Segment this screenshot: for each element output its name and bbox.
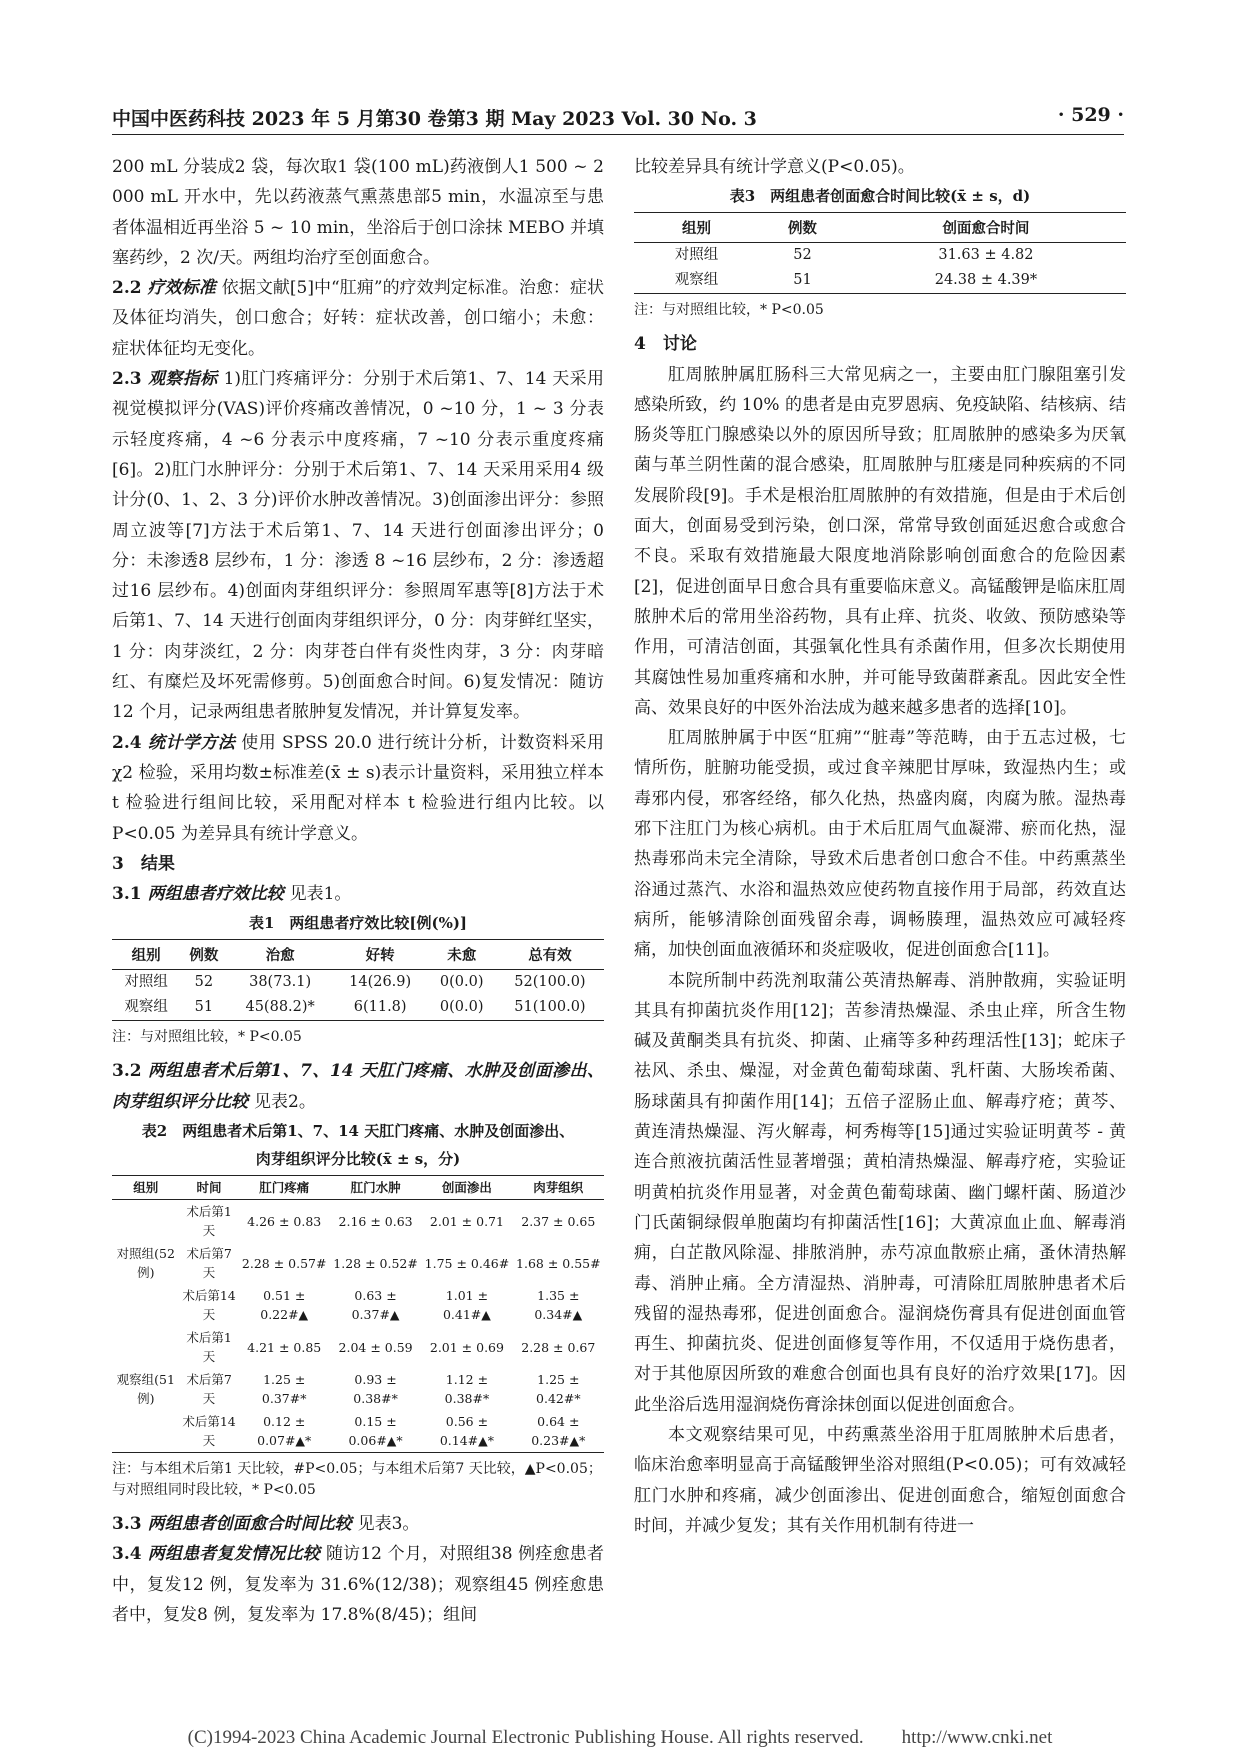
- table-header-cell: 创面渗出: [441, 1180, 492, 1196]
- section-4-heading: 4 讨论: [634, 334, 697, 355]
- page-number: · 529 ·: [1057, 104, 1124, 126]
- paragraph: 200 mL 分装成2 袋，每次取1 袋(100 mL)药液倒人1 500 ~ 2 000 mL 开水中，先以药液蒸气熏蒸患部5 min，水温凉至与患者体温相近再坐浴 5 ~ 10 min，坐浴后于创口涂抹 MEBO 并填塞药纱，2 次/天。两组均治疗至创面愈合。: [112, 157, 604, 268]
- table-cell: 术后第1 天: [186, 1330, 232, 1365]
- section-number: 2.3: [112, 369, 142, 390]
- table-cell: 52: [194, 974, 214, 991]
- table-3-note: 注：与对照组比较，* P<0.05: [634, 302, 824, 319]
- table-cell: 2.16 ± 0.63: [338, 1213, 413, 1229]
- table-cell: 1.01 ± 0.41#▲: [442, 1288, 491, 1323]
- section-text: 依据文献[5]中“肛痈”的疗效判定标准。治愈：症状及体征均消失，创口愈合；好转：症状改善，创口缩小；未愈：症状体征均无变化。: [112, 278, 605, 359]
- table-cell: 0.56 ± 0.14#▲*: [439, 1414, 495, 1449]
- paragraph: 本院所制中药洗剂取蒲公英清热解毒、消肿散痈，实验证明其具有抑菌抗炎作用[12]；苦参清热燥湿、杀虫止痒，所含生物碱及黄酮类具有抗炎、抑菌、止痛等多种药理活性[13]；蛇床子祛风、杀虫、燥湿，对金黄色葡萄球菌、乳杆菌、大肠埃希菌、肠球菌具有抑菌作用[14]；五倍子涩肠止血、解毒疗疮；黄芩、黄连清热燥湿、泻火解毒，柯秀梅等[15]通过实验证明黄芩 - 黄连合煎液抗菌活性显著增强；黄柏清热燥湿、解毒疗疮，实验证明黄柏抗炎作用显著，对金黄色葡萄球菌、幽门螺杆菌、肠道沙门氏菌铜绿假单胞菌均有抑菌活性[16]；大黄凉血止血、解毒消痈，白芷散风除湿、排脓消肿，赤芍凉血散瘀止痛，蚤休清热解毒、消肿止痛。全方清湿热、消肿毒，可清除肛周脓肿患者术后残留的湿热毒邪，促进创面愈合。湿润烧伤膏具有促进创面血管再生、抑菌抗炎、促进创面修复等作用，不仅适用于烧伤患者，对于其他原因所致的难愈合创面也具有良好的治疗效果[17]。因此坐浴后选用湿润烧伤膏涂抹创面以促进创面愈合。: [634, 970, 1126, 1415]
- table-row: [634, 243, 1126, 269]
- paragraph: 比较差异具有统计学意义(P<0.05)。: [634, 157, 915, 177]
- section-number: 3.2: [112, 1061, 142, 1082]
- table-row: [112, 970, 604, 996]
- table-cell: 1.25 ± 0.42#*: [536, 1372, 581, 1407]
- table-cell: 1.25 ± 0.37#*: [261, 1372, 307, 1407]
- table-header-cell: 创面愈合时间: [942, 220, 1030, 238]
- section-keyword: 两组患者疗效比较: [147, 884, 284, 905]
- section-keyword: 两组患者复发情况比较: [147, 1544, 320, 1565]
- table-cell: 38(73.1): [249, 974, 312, 991]
- section-text: 见表2。: [254, 1091, 316, 1112]
- table-cell: 1.12 ± 0.38#*: [444, 1372, 490, 1407]
- table-header-cell: 未愈: [447, 947, 477, 965]
- table-2-caption-line-1: 表2 两组患者术后第1、7、14 天肛门疼痛、水肿及创面渗出、: [141, 1122, 575, 1141]
- section-keyword: 观察指标: [147, 369, 218, 390]
- section-keyword: 疗效标准: [147, 278, 216, 299]
- section-text: 见表3。: [357, 1514, 420, 1535]
- table-cell: 术后第14 天: [182, 1288, 236, 1323]
- table-1: [112, 939, 604, 1021]
- copyright-footer: (C)1994-2023 China Academic Journal Electronic Publishing House. All rights reserved. http://www.cnki.net: [187, 1727, 1053, 1748]
- table-cell: 术后第7 天: [186, 1246, 232, 1281]
- section-number: 3.4: [112, 1544, 142, 1565]
- section-2-4: [112, 728, 604, 849]
- table-cell: 24.38 ± 4.39*: [934, 272, 1038, 289]
- table-cell: 4.21 ± 0.85: [247, 1339, 322, 1355]
- table-row: [112, 1200, 604, 1243]
- table-cell: 2.28 ± 0.67: [521, 1339, 596, 1355]
- table-cell: 2.01 ± 0.71: [429, 1213, 504, 1229]
- section-keyword: 两组患者术后第1、7、14 天肛门疼痛、水肿及创面渗出、肉芽组织评分比较: [112, 1061, 604, 1112]
- right-column: [634, 152, 1126, 1541]
- section-number: 2.2: [112, 278, 142, 299]
- section-text: 见表1。: [289, 884, 352, 905]
- table-3: [634, 212, 1126, 294]
- table-3-caption: 表3 两组患者创面愈合时间比较(x̄ ± s，d): [729, 187, 1031, 206]
- table-header-cell: 时间: [196, 1180, 222, 1196]
- table-cell: 2.37 ± 0.65: [521, 1213, 596, 1229]
- paragraph: 本文观察结果可见，中药熏蒸坐浴用于肛周脓肿术后患者，临床治愈率明显高于高锰酸钾坐浴对照组(P<0.05)；可有效减轻肛门水肿和疼痛，减少创面渗出、促进创面愈合，缩短创面愈合时间，并减少复发；其有关作用机制有待进一: [634, 1424, 1126, 1536]
- paragraph: 肛周脓肿属于中医“肛痈”“脏毒”等范畴，由于五志过极，七情所伤，脏腑功能受损，或过食辛辣肥甘厚味，致湿热内生；或毒邪内侵，邪客经络，郁久化热，热盛肉腐，肉腐为脓。湿热毒邪下注肛门为核心病机。由于术后肛周气血凝滞、瘀而化热，湿热毒邪尚未完全清除，导致术后患者创口愈合不佳。中药熏蒸坐浴通过蒸汽、水浴和温热效应使药物直接作用于局部，药效直达病所，能够清除创面残留余毒，调畅腠理，温热效应可减轻疼痛，加快创面血液循环和炎症吸收，促进创面愈合[11]。: [634, 728, 1126, 961]
- table-row: [112, 1242, 604, 1284]
- table-cell: 术后第1 天: [186, 1204, 232, 1239]
- section-number: 2.4: [112, 732, 142, 753]
- table-header-cell: 组别: [682, 220, 711, 238]
- table-1-caption: 表1 两组患者疗效比较[例(%)]: [248, 914, 468, 933]
- table-cell: 1.68 ± 0.55#: [516, 1255, 601, 1271]
- table-2-caption-line-2: 肉芽组织评分比较(x̄ ± s，分): [255, 1150, 461, 1169]
- table-cell: 51(100.0): [514, 999, 586, 1016]
- table-cell: 51: [793, 272, 812, 289]
- section-3-2: [112, 1056, 604, 1117]
- table-row: [112, 995, 604, 1021]
- table-2: [112, 1175, 604, 1453]
- table-cell: 52: [793, 247, 812, 264]
- table-cell: 14(26.9): [349, 974, 412, 991]
- section-keyword: 两组患者创面愈合时间比较: [147, 1514, 352, 1535]
- section-keyword: 统计学方法: [147, 732, 236, 753]
- table-cell: 51: [194, 999, 214, 1016]
- table-row: [112, 1368, 604, 1410]
- table-row: [112, 1326, 604, 1368]
- table-header-cell: 肛门水肿: [350, 1180, 401, 1196]
- table-header-cell: 例数: [189, 947, 219, 965]
- table-header-cell: 总有效: [528, 947, 572, 965]
- running-header: [112, 100, 1124, 135]
- table-cell: 0.15 ± 0.06#▲*: [348, 1414, 403, 1449]
- table-cell: 0.12 ± 0.07#▲*: [257, 1414, 312, 1449]
- table-header-cell: 治愈: [265, 947, 295, 965]
- table-cell: 45(88.2)*: [245, 999, 315, 1016]
- table-row: [634, 268, 1126, 294]
- section-3-heading: 3 结果: [112, 853, 175, 874]
- table-cell: 0(0.0): [439, 999, 484, 1016]
- table-header-cell: 组别: [131, 947, 161, 965]
- table-header-cell: 肛门疼痛: [259, 1180, 310, 1196]
- table-header-cell: 组别: [133, 1180, 159, 1196]
- table-cell: 0(0.0): [439, 974, 484, 991]
- left-column: [112, 152, 604, 1630]
- section-2-2: [112, 273, 604, 364]
- table-cell: 31.63 ± 4.82: [938, 247, 1034, 264]
- table-1-note: 注：与对照组比较，* P<0.05: [112, 1029, 302, 1046]
- section-text: 使用 SPSS 20.0 进行统计分析，计数资料采用χ2 检验，采用均数±标准差(x̄ ± s)表示计量资料，采用独立样本 t 检验进行组间比较，采用配对样本 t 检验进行组内比较。以 P<0.05 为差异具有统计学意义。: [112, 732, 605, 844]
- table-cell: 观察组: [674, 272, 719, 289]
- table-cell: 对照组: [674, 247, 719, 264]
- table-header-row: [634, 213, 1126, 243]
- table-row: [112, 1410, 604, 1453]
- table-cell: 0.64 ± 0.23#▲*: [531, 1414, 586, 1449]
- table-cell: 0.63 ± 0.37#▲: [351, 1288, 400, 1323]
- paragraph: 肛周脓肿属肛肠科三大常见病之一，主要由肛门腺阻塞引发感染所致，约 10% 的患者是由克罗恩病、免疫缺陷、结核病、结肠炎等肛门腺感染以外的原因所导致；肛周脓肿的感染多为厌氧菌与革兰阴性菌的混合感染，肛周脓肿与肛瘘是同种疾病的不同发展阶段[9]。手术是根治肛周脓肿的有效措施，但是由于术后创面大，创面易受到污染，创口深，常常导致创面延迟愈合或愈合不良。采取有效措施最大限度地消除影响创面愈合的危险因素[2]，促进创面早日愈合具有重要临床意义。高锰酸钾是临床肛周脓肿术后的常用坐浴药物，具有止痒、抗炎、收敛、预防感染等作用，可清洁创面，其强氧化性具有杀菌作用，但多次长期使用其腐蚀性易加重疼痛和水肿，并可能导致菌群紊乱。因此安全性高、效果良好的中医外治法成为越来越多患者的选择[10]。: [634, 364, 1126, 718]
- table-cell: 2.28 ± 0.57#: [241, 1255, 327, 1271]
- section-3-3: [112, 1509, 604, 1539]
- table-cell: 6(11.8): [353, 999, 407, 1016]
- table-cell: 0.93 ± 0.38#*: [353, 1372, 398, 1407]
- group-name-cell: 对照组(52 例): [116, 1246, 175, 1281]
- section-3-1: [112, 879, 604, 909]
- table-header-row: [112, 1176, 604, 1200]
- section-number: 3.1: [112, 884, 142, 905]
- section-text: 1)肛门疼痛评分：分别于术后第1、7、14 天采用视觉模拟评分(VAS)评价疼痛改善情况，0 ~10 分，1 ~ 3 分表示轻度疼痛，4 ~6 分表示中度疼痛，7 ~10 分表示重度疼痛[6]。2)肛门水肿评分：分别于术后第1、7、14 天采用采用4 级计分(0、1、2、3 分)评价水肿改善情况。3)创面渗出评分：参照周立波等[7]方法于术后第1、7、14 天进行创面渗出评分；0 分：未渗透8 层纱布，1 分：渗透 8 ~16 层纱布，2 分：渗透超过16 层纱布。4)创面肉芽组织评分：参照周军惠等[8]方法于术后第1、7、14 天进行创面肉芽组织评分，0 分：肉芽鲜红坚实，1 分：肉芽淡红，2 分：肉芽苍白伴有炎性肉芽，3 分：肉芽暗红、有糜烂及坏死需修剪。5)创面愈合时间。6)复发情况：随访12 个月，记录两组患者脓肿复发情况，并计算复发率。: [112, 369, 604, 723]
- table-cell: 1.35 ± 0.34#▲: [534, 1288, 583, 1323]
- table-cell: 1.75 ± 0.46#: [424, 1255, 510, 1271]
- table-cell: 4.26 ± 0.83: [247, 1213, 322, 1229]
- section-number: 3.3: [112, 1514, 142, 1535]
- journal-info: 中国中医药科技 2023 年 5 月第30 卷第3 期 May 2023 Vol. 30 No. 3: [112, 108, 757, 130]
- table-2-note: 注：与本组术后第1 天比较，#P<0.05；与本组术后第7 天比较，▲P<0.05；与对照组同时段比较，* P<0.05: [112, 1461, 602, 1499]
- table-cell: 2.01 ± 0.69: [429, 1339, 504, 1355]
- table-cell: 52(100.0): [514, 974, 586, 991]
- table-header-row: [112, 940, 604, 970]
- section-2-3: [112, 364, 604, 728]
- table-cell: 1.28 ± 0.52#: [333, 1255, 418, 1271]
- table-cell: 观察组: [124, 999, 168, 1016]
- section-text: 随访12 个月，对照组38 例痊愈患者中，复发12 例，复发率为 31.6%(12/38)；观察组45 例痊愈患者中，复发8 例，复发率为 17.8%(8/45)；组间: [112, 1544, 605, 1625]
- table-header-cell: 例数: [787, 220, 817, 238]
- table-cell: 术后第7 天: [186, 1372, 232, 1407]
- table-cell: 术后第14 天: [182, 1414, 236, 1449]
- table-cell: 0.51 ± 0.22#▲: [260, 1288, 309, 1323]
- table-header-cell: 好转: [365, 947, 395, 965]
- table-cell: 对照组: [124, 974, 168, 991]
- table-header-cell: 肉芽组织: [533, 1180, 584, 1196]
- section-3-4: [112, 1539, 604, 1630]
- table-cell: 2.04 ± 0.59: [338, 1339, 413, 1355]
- table-row: [112, 1284, 604, 1326]
- group-name-cell: 观察组(51 例): [116, 1372, 175, 1407]
